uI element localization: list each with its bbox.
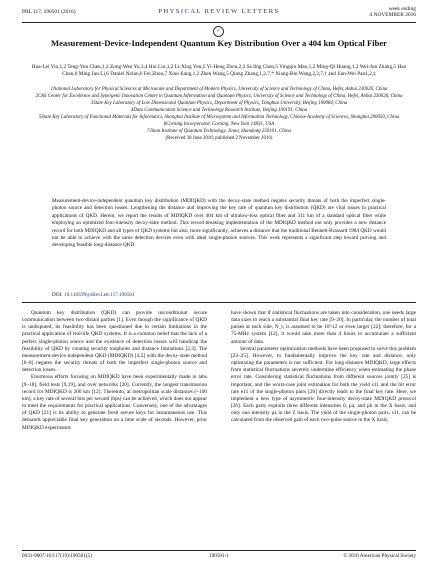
page-number: 190501-1	[209, 553, 229, 559]
affiliations	[30, 86, 408, 142]
crossmark-icon[interactable]: ✓	[213, 26, 224, 37]
paragraph: Several parameter optimization methods have been proposed to solve this problem [23–25]. However, to fundamentally improve the key rate and distance, only optimizing the parameters is not sufficient. For long-distance MDIQKD, large effects from statistical fluctuations severely undermine efficiency when estimating the phase error rate. Considering statistical fluctuations from different sources jointly [25] is important, and the worst-case joint estimation for both the yield s11 and the bit error rate e11 of the single-photon pairs [26] directly leads to the final key rate. Here, we implement a new type of asymmetric four-intensity decoy-state MDIQKD protocol [26]. Each party exploits three different intensities 0, μa, and μb in the X basis, and only one intensity μz in the Z basis. The yield of the single-photon pairs, s11, can be calculated from the observed gain of each two-pulse source in the X basis,	[231, 345, 416, 424]
affiliation: 6Corning Incorporated, Corning, New York 14831, USA	[163, 122, 275, 127]
received-date: (Received 30 June 2016; published 2 November 2016)	[165, 136, 273, 141]
body-column-right	[231, 310, 416, 425]
paragraph: Quantum key distribution (QKD) can provide unconditional secure communication between two distant parties [1]. Even though the significance of QKD is undisputed, its feasibility has been questioned due to certain limitations in the practical application of real-life QKD systems. It is a common belief that the lack of a perfect single-photon source and the existence of detection losses will handicap the feasibility of QKD by creating security loopholes and distance limitations [2,3]. The measurement-device-independent QKD (MDIQKD) [4,5] with the decoy-state method [6–8] negates the security threats of both the imperfect single-photon source and detection losses.	[22, 310, 207, 374]
week-label: week ending	[388, 6, 416, 12]
abstract: Measurement-device-independent quantum key distribution (MDIQKD) with the decoy-state method negates security threats of both the imperfect single-photon source and detection losses. Lengthening the distance and improving the key rate of quantum key distribution (QKD) are vital issues in practical applications of QKD. Herein, we report the results of MDIQKD over 404 km of ultralow-loss optical fiber and 311 km of a standard optical fiber while employing an optimized four-intensity decoy-state method. This record-breaking implementation of the MDIQKD method not only provides a new distance record for both MDIQKD and all types of QKD systems but also, more significantly, achieves a distance that the traditional Bennett-Brassard 1984 QKD would not be able to achieve with the same detection devices even with ideal single-photon sources. This work represents a significant step toward proving and developing feasible long-distance QKD.	[52, 198, 386, 249]
affiliation: 5State Key Laboratory of Functional Materials for Informatics, Shanghai Institute of Microsystem and Information Technology, Chinese Academy of Sciences, Shanghai 200050, China	[38, 115, 400, 120]
paragraph: have shown that if statistical fluctuations are taken into consideration, one needs large data sizes to reach a substantial final key rate [9–20]. In particular, the number of total pulses at each side, N_t, is assumed to be 10^12 or even larger [22]; therefore, for a 75-MHz system [12], it would take more than 4 hours to accumulate a sufficient amount of data.	[231, 310, 416, 345]
affiliation: 3State Key Laboratory of Low Dimensional Quantum Physics, Department of Physics, Tsinghua University, Beijing 100084, China	[90, 101, 348, 106]
header-rule	[22, 22, 416, 23]
footer-rule	[22, 550, 416, 551]
doi-label: DOI:	[52, 292, 64, 298]
affiliation: 2CAS Center for Excellence and Synergetic Innovation Center in Quantum Information and Quantum Physics, University of Science and Technology of China, Hefei, Anhui 230026, China	[35, 94, 403, 99]
footer-code: 0031-9007/16/117(19)/190501(5)	[22, 553, 92, 559]
running-header	[22, 6, 416, 22]
issue-date	[370, 6, 416, 18]
affiliation: 1National Laboratory for Physical Sciences at Microscale and Department of Modern Physics, University of Science and Technology of China, Hefei, Anhui 230026, China	[50, 87, 388, 92]
affiliation: 4Data Communication Science and Technology Research Institute, Beijing 100191, China	[130, 108, 308, 113]
abstract-rule	[22, 302, 416, 303]
article-title: Measurement-Device-Independent Quantum Key Distribution Over a 404 km Optical Fiber	[50, 38, 387, 48]
body-column-left	[22, 310, 207, 432]
affiliation: 7Jinan Institute of Quantum Technology, Jinan, Shandong 250101, China	[147, 129, 291, 134]
journal-ref: PRL 117, 190501 (2016)	[22, 9, 76, 15]
doi-link[interactable]: 10.1103/PhysRevLett.117.190501	[63, 292, 135, 298]
paragraph: Enormous efforts focusing on MDIQKD have been experimentally made in labs [9–18], field tests [9,19], and over networks [20]. Currently, the longest transmission record for MDIQKD is 200 km [12]. Thereinto, at metropolitan scale distances (~100 km), a key rate of several bits per second (bps) can be achieved, which does not appear to meet the requirements for practical applications. Conversely, one of the advantages of QKD [21] is its ability to generate fresh secure keys for instantaneous use. This demands appreciable final key generation on a time scale of seconds. However, prior MDIQKD experiments	[22, 374, 207, 431]
date-label: 4 NOVEMBER 2016	[369, 12, 416, 18]
doi-line	[52, 292, 135, 298]
author-list: Hua-Lei Yin,1,2 Teng-Yun Chen,1,2 Zong-Wen Yu,3,4 Hui Liu,1,2 Li-Xing You,5 Yi-Heng Zhou,2,3 Si-Jing Chen,5 Yingqiu Mao,1,2 Ming-Qi Huang,1,2 Wei-Jun Zhang,5 Hao Chen,6 Ming Jun Li,6 Daniel Nolan,6 Fei Zhou,7 Xiao Jiang,1,2 Zhen Wang,5 Qiang Zhang,1,2,7,* Xiang-Bin Wang,2,3,7,† and Jian-Wei Pan1,2,‡	[31, 64, 407, 78]
copyright: © 2016 American Physical Society	[343, 553, 416, 559]
journal-name: PHYSICAL REVIEW LETTERS	[158, 8, 280, 15]
